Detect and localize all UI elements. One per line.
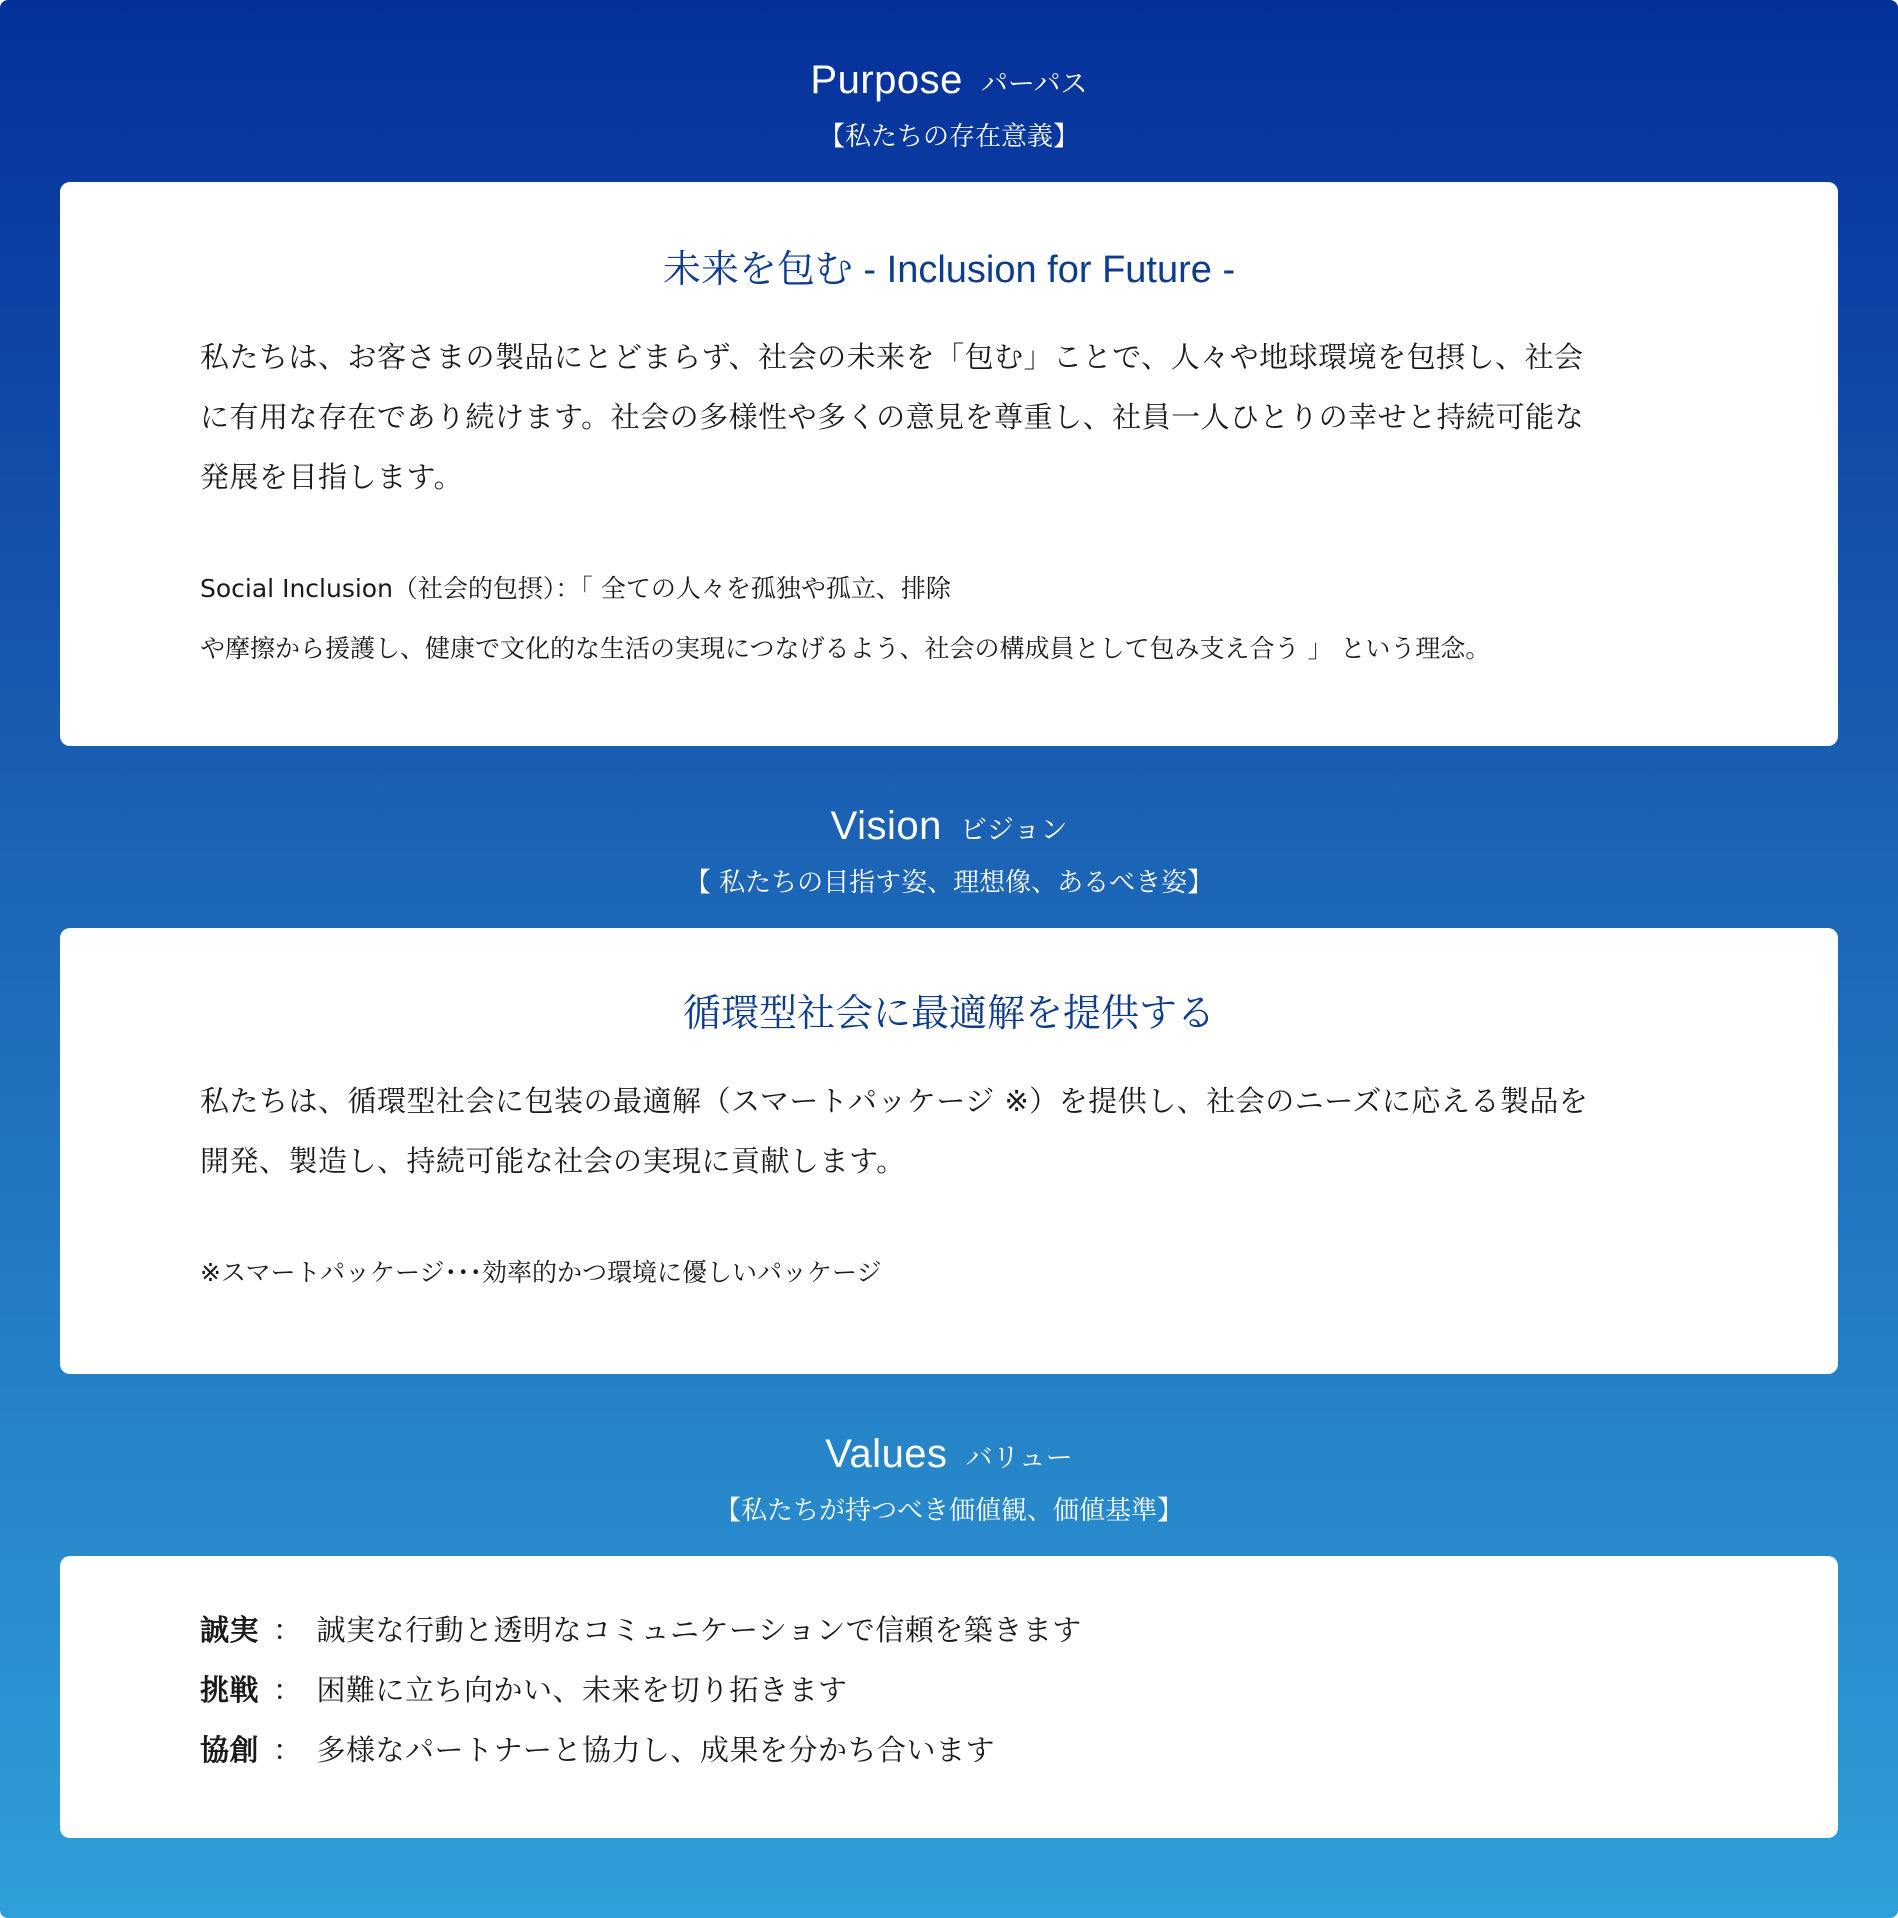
value-key: 挑戦 [200, 1673, 260, 1707]
values-heading-sub: 【私たちが持つべき価値観、価値基準】 [714, 1496, 1183, 1526]
vision-heading-kana: ビジョン [959, 815, 1068, 846]
vision-card-title: 循環型社会に最適解を提供する [682, 991, 1215, 1035]
value-item-challenge [200, 1660, 1698, 1720]
purpose-note [200, 559, 1698, 679]
value-desc: 多様なパートナーと協力し、成果を分かち合います [316, 1733, 996, 1767]
vision-note: ※スマートパッケージ･･･効率的かつ環境に優しいパッケージ [200, 1258, 882, 1287]
values-card [60, 1556, 1838, 1838]
vision-body-line: 開発、製造し、持続可能な社会の実現に貢献します。 [200, 1144, 906, 1178]
vision-body [200, 1071, 1698, 1191]
value-desc: 困難に立ち向かい、未来を切り拓きます [316, 1673, 848, 1707]
value-item-co-creation [200, 1720, 1698, 1780]
values-heading-kana: バリュー [965, 1443, 1073, 1474]
purpose-body-line: 私たちは、お客さまの製品にとどまらず、社会の未来を「包む」ことで、人々や地球環境を包摂し、社会 [200, 340, 1584, 374]
value-desc: 誠実な行動と透明なコミュニケーションで信頼を築きます [316, 1613, 1082, 1647]
value-item-integrity [200, 1600, 1698, 1660]
purpose-heading-sub: 【私たちの存在意義】 [818, 122, 1079, 152]
value-key: 協創 [200, 1733, 260, 1767]
purpose-title-en: - Inclusion for Future - [852, 249, 1236, 291]
value-separator: ： [273, 1733, 303, 1767]
value-separator: ： [273, 1613, 303, 1647]
value-key: 誠実 [200, 1613, 260, 1647]
purpose-card-title [200, 238, 1698, 293]
purpose-body-line: 発展を目指します。 [200, 460, 464, 494]
values-heading [60, 1374, 1838, 1526]
purpose-heading [60, 0, 1838, 152]
purpose-note-line: や摩擦から援護し、健康で文化的な生活の実現につなげるよう、社会の構成員として包み支え合う 」 という理念。 [200, 634, 1491, 663]
purpose-note-line: Social Inclusion（社会的包摂）：「 全ての人々を孤独や孤立、排除 [200, 574, 951, 603]
purpose-heading-en: Purpose [810, 58, 963, 102]
purpose-title-jp: 未来を包む [662, 247, 853, 291]
vision-card [60, 928, 1838, 1374]
purpose-card [60, 182, 1838, 746]
purpose-body-line: に有用な存在であり続けます。社会の多様性や多くの意見を尊重し、社員一人ひとりの幸せと持続可能な [200, 400, 1585, 434]
vision-heading [60, 746, 1838, 898]
vision-body-line: 私たちは、循環型社会に包装の最適解（スマートパッケージ ※）を提供し、社会のニーズに応える製品を [200, 1084, 1589, 1118]
purpose-heading-kana: パーパス [980, 69, 1088, 100]
vision-heading-sub: 【 私たちの目指す姿、理想像、あるべき姿】 [684, 868, 1214, 898]
purpose-body [200, 327, 1698, 507]
value-separator: ： [273, 1673, 303, 1707]
values-heading-en: Values [825, 1432, 948, 1476]
vision-heading-en: Vision [830, 804, 942, 848]
